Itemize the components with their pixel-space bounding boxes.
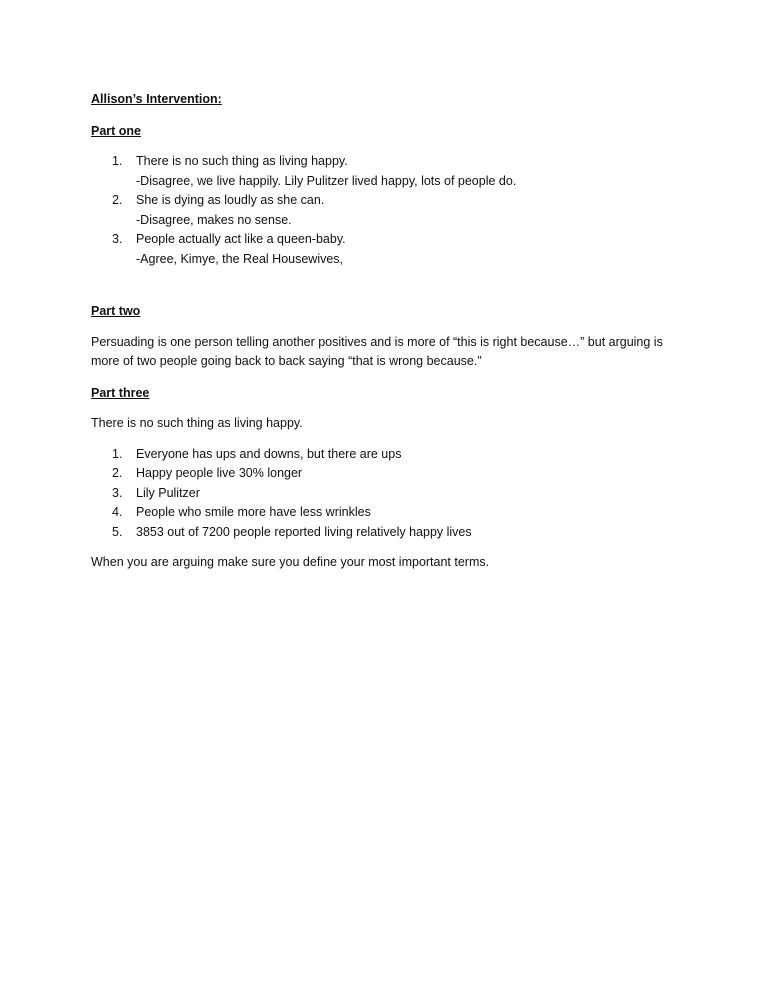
list-number: 2. — [112, 193, 123, 207]
part-three-heading: Part three — [91, 385, 150, 400]
list-item-text: People actually act like a queen-baby. — [136, 232, 346, 246]
list-item — [91, 152, 691, 191]
list-item-text: There is no such thing as living happy. — [136, 154, 348, 168]
list-item — [91, 230, 691, 269]
list-number: 4. — [112, 505, 123, 519]
list-item-response: -Disagree, makes no sense. — [136, 212, 292, 227]
list-item-text: People who smile more have less wrinkles — [136, 505, 371, 519]
closing-statement: When you are arguing make sure you define your most important terms. — [91, 555, 490, 569]
list-item-text: Lily Pulitzer — [136, 485, 200, 500]
list-item-text: Happy people live 30% longer — [136, 466, 303, 480]
list-item-text: She is dying as loudly as she can. — [136, 193, 325, 207]
part-three-intro: There is no such thing as living happy. — [91, 416, 303, 430]
list-number: 2. — [112, 466, 123, 480]
list-item-response: -Agree, Kimye, the Real Housewives, — [136, 251, 344, 266]
part-one-heading: Part one — [91, 123, 142, 138]
part-two-paragraph: Persuading is one person telling another positives and is more of “this is right because…” but arguing is more of two people going back to back saying “that is wrong because.” — [91, 334, 663, 368]
list-number: 3. — [112, 485, 123, 500]
list-number: 5. — [112, 524, 123, 539]
list-item-response: -Disagree, we live happily. Lily Pulitzer lived happy, lots of people do. — [136, 173, 517, 188]
list-item — [91, 191, 691, 230]
list-item-text: Everyone has ups and downs, but there are ups — [136, 446, 402, 461]
list-item — [91, 523, 691, 543]
list-number: 3. — [112, 232, 123, 246]
list-number: 1. — [112, 446, 123, 461]
document-page — [91, 90, 691, 573]
part-two-heading: Part two — [91, 304, 141, 318]
list-number: 1. — [112, 154, 123, 168]
part-one-list — [91, 152, 691, 269]
list-item-text: 3853 out of 7200 people reported living relatively happy lives — [136, 524, 472, 539]
list-item — [91, 464, 691, 484]
part-three-list — [91, 445, 691, 543]
list-item — [91, 503, 691, 523]
document-title: Allison’s Intervention: — [91, 92, 222, 106]
list-item — [91, 484, 691, 504]
list-item — [91, 445, 691, 465]
